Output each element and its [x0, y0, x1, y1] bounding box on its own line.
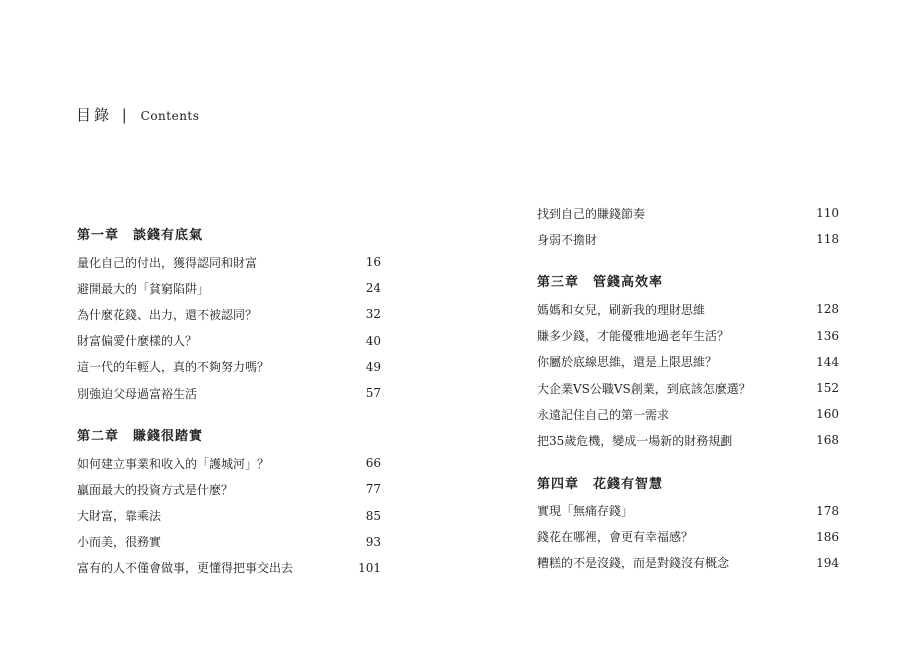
chapter-number: 第三章 — [537, 275, 580, 291]
toc-entry-title: 你屬於底線思維，還是上限思維？ — [537, 355, 718, 370]
toc-entry[interactable] — [537, 296, 839, 322]
toc-entry-title: 大企業VS公職VS創業，到底該怎麼選？ — [537, 381, 751, 396]
toc-entry[interactable] — [537, 427, 839, 453]
chapter-title — [77, 424, 381, 450]
toc-entry-title: 賺多少錢，才能優雅地過老年生活？ — [537, 329, 730, 344]
toc-entry[interactable] — [77, 476, 381, 502]
chapter-name: 花錢有智慧 — [593, 476, 664, 492]
toc-entry-page: 194 — [816, 555, 839, 570]
toc-right-column — [537, 200, 839, 594]
chapter-number: 第四章 — [537, 476, 580, 492]
toc-entry-page: 16 — [365, 255, 381, 270]
chapter-section — [77, 223, 381, 406]
chapter-number: 第二章 — [77, 429, 120, 445]
toc-entry-title: 這一代的年輕人，真的不夠努力嗎？ — [77, 360, 270, 375]
toc-entry-page: 168 — [816, 433, 839, 448]
toc-entry-page: 24 — [365, 281, 381, 296]
toc-entry-page: 40 — [365, 333, 381, 348]
toc-entry-page: 152 — [816, 381, 839, 396]
toc-entry[interactable] — [77, 301, 381, 327]
chapter-name: 談錢有底氣 — [133, 228, 204, 243]
toc-entry[interactable] — [77, 450, 381, 476]
chapter-name: 管錢高效率 — [593, 275, 664, 291]
toc-entry[interactable] — [77, 328, 381, 354]
toc-entry-title: 避開最大的「貧窮陷阱」 — [77, 281, 210, 296]
toc-entry-title: 大財富，靠乘法 — [77, 509, 162, 524]
toc-entry[interactable] — [77, 275, 381, 301]
toc-entry[interactable] — [537, 323, 839, 349]
toc-entry[interactable] — [537, 349, 839, 375]
toc-heading-en: Contents — [140, 109, 200, 123]
toc-entry-page: 93 — [365, 534, 381, 549]
toc-entry-title: 為什麼花錢、出力，還不被認同？ — [77, 307, 258, 322]
toc-entry-title: 如何建立事業和收入的「護城河」？ — [77, 456, 270, 471]
toc-entry[interactable] — [77, 380, 381, 406]
toc-entry[interactable] — [537, 550, 839, 576]
toc-entry-title: 富有的人不僅會做事，更懂得把事交出去 — [77, 561, 294, 576]
toc-heading-cn: 目錄 — [76, 106, 113, 124]
chapter-name: 賺錢很踏實 — [133, 429, 204, 445]
toc-entry-title: 永遠記住自己的第一需求 — [537, 407, 670, 422]
toc-entry-page: 77 — [365, 482, 381, 497]
toc-entry-title: 小而美，很務實 — [77, 535, 162, 550]
toc-entry-title: 財富偏愛什麼樣的人？ — [77, 334, 198, 349]
toc-entry-page: 66 — [365, 456, 381, 471]
toc-entry[interactable] — [77, 529, 381, 555]
toc-entry[interactable] — [77, 249, 381, 275]
toc-left-column — [77, 223, 381, 599]
toc-entry[interactable] — [537, 498, 839, 524]
toc-entry[interactable] — [537, 200, 839, 226]
toc-entry-title: 糟糕的不是沒錢，而是對錢沒有概念 — [537, 556, 730, 571]
toc-heading-separator: | — [121, 106, 127, 124]
toc-entry-page: 57 — [365, 386, 381, 401]
toc-entry-page: 85 — [365, 508, 381, 523]
toc-entry[interactable] — [77, 354, 381, 380]
toc-entry-title: 別強迫父母過富裕生活 — [77, 386, 198, 401]
toc-entry-page: 144 — [816, 354, 839, 369]
toc-entry-page: 178 — [816, 503, 839, 518]
toc-entry-page: 136 — [816, 328, 839, 343]
toc-entry-title: 身弱不擔財 — [537, 232, 598, 247]
toc-entry-page: 32 — [365, 307, 381, 322]
chapter-title — [77, 223, 381, 249]
toc-entry[interactable] — [537, 524, 839, 550]
toc-heading — [76, 104, 199, 125]
toc-entry[interactable] — [537, 226, 839, 252]
chapter-number: 第一章 — [77, 228, 120, 243]
toc-entry-page: 49 — [365, 359, 381, 374]
toc-entry-page: 160 — [816, 407, 839, 422]
toc-entry[interactable] — [537, 401, 839, 427]
toc-entry-title: 實現「無痛存錢」 — [537, 504, 634, 519]
toc-entry-title: 媽媽和女兒，刷新我的理財思維 — [537, 302, 706, 317]
chapter-title — [537, 270, 839, 296]
toc-entry-title: 錢花在哪裡，會更有幸福感？ — [537, 530, 694, 545]
toc-entry-page: 128 — [816, 302, 839, 317]
chapter-title — [537, 472, 839, 498]
chapter-section — [537, 270, 839, 453]
toc-entry-title: 贏面最大的投資方式是什麼？ — [77, 482, 234, 497]
toc-entry-title: 找到自己的賺錢節奏 — [537, 206, 646, 221]
toc-entry-page: 186 — [816, 529, 839, 544]
chapter-section — [77, 424, 381, 581]
chapter-section — [537, 200, 839, 252]
toc-entry[interactable] — [77, 555, 381, 581]
toc-entry-page: 101 — [358, 560, 381, 575]
toc-entry[interactable] — [77, 503, 381, 529]
toc-entry-title: 量化自己的付出，獲得認同和財富 — [77, 255, 258, 270]
toc-entry-title: 把35歲危機，變成一場新的財務規劃 — [537, 433, 733, 448]
chapter-section — [537, 472, 839, 577]
toc-entry-page: 110 — [816, 206, 839, 221]
toc-entry-page: 118 — [816, 232, 839, 247]
toc-entry[interactable] — [537, 375, 839, 401]
